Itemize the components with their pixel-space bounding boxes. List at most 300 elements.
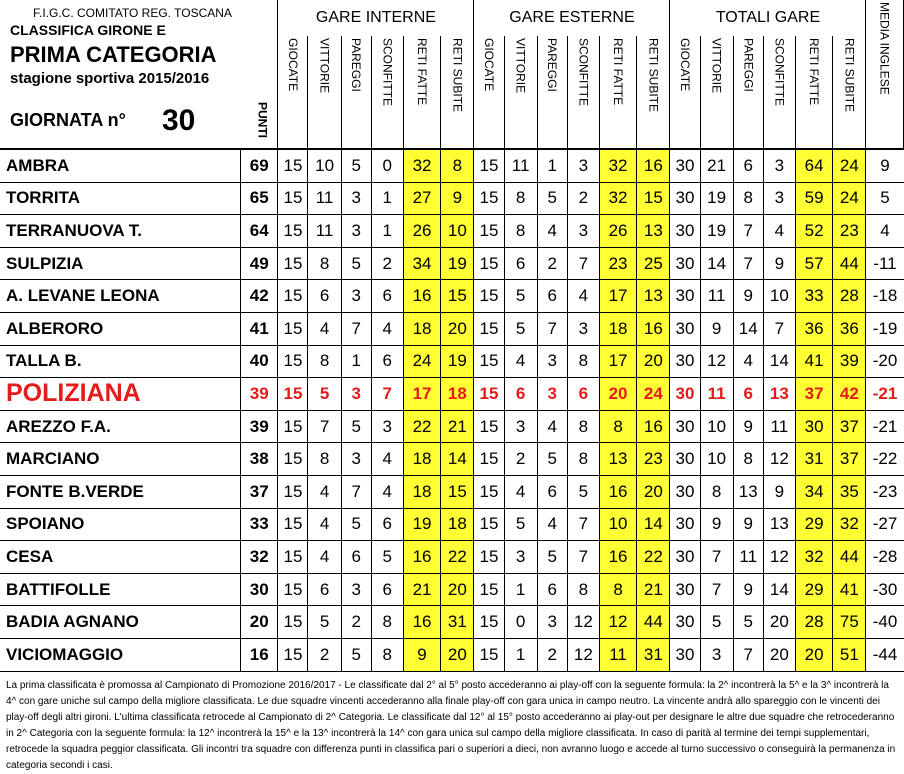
stat-cell: 7: [371, 378, 403, 411]
media-cell: -18: [866, 280, 904, 313]
team-name: TORRITA: [0, 182, 241, 215]
stat-cell: 52: [795, 215, 832, 248]
stat-cell: 30: [670, 573, 700, 606]
points-cell: 64: [241, 215, 278, 248]
stat-cell: 4: [308, 541, 341, 574]
table-row: [0, 410, 904, 443]
stat-cell: 15: [474, 247, 504, 280]
stat-cell: 3: [341, 443, 371, 476]
stat-cell: 7: [308, 410, 341, 443]
stat-cell: 6: [341, 541, 371, 574]
stat-cell: 11: [308, 215, 341, 248]
stat-cell: 8: [567, 573, 599, 606]
stat-cell: 15: [278, 149, 308, 182]
stat-cell: 16: [637, 149, 670, 182]
stat-cell: 64: [795, 149, 832, 182]
stat-cell: 41: [795, 345, 832, 378]
stat-cell: 9: [733, 573, 763, 606]
stat-cell: 32: [833, 508, 866, 541]
points-cell: 40: [241, 345, 278, 378]
table-row: [0, 378, 904, 411]
stat-cell: 8: [371, 606, 403, 639]
table-row: [0, 573, 904, 606]
stat-cell: 18: [403, 312, 440, 345]
stat-cell: 36: [795, 312, 832, 345]
stat-cell: 4: [763, 215, 795, 248]
media-cell: -28: [866, 541, 904, 574]
team-name: SPOIANO: [0, 508, 241, 541]
points-cell: 32: [241, 541, 278, 574]
stat-cell: 44: [833, 247, 866, 280]
stat-cell: 7: [763, 312, 795, 345]
stat-cell: 2: [504, 443, 537, 476]
stat-cell: 15: [474, 508, 504, 541]
total-subheader: SCONFITTE: [763, 36, 795, 149]
table-row: [0, 606, 904, 639]
points-cell: 41: [241, 312, 278, 345]
stat-cell: 11: [599, 638, 636, 671]
stat-cell: 7: [733, 247, 763, 280]
stat-cell: 26: [599, 215, 636, 248]
stat-cell: 3: [567, 149, 599, 182]
stat-cell: 22: [403, 410, 440, 443]
stat-cell: 30: [670, 410, 700, 443]
stat-cell: 5: [341, 247, 371, 280]
stat-cell: 8: [567, 410, 599, 443]
stat-cell: 4: [567, 280, 599, 313]
stat-cell: 15: [278, 378, 308, 411]
table-row: [0, 443, 904, 476]
home-subheader: GIOCATE: [278, 36, 308, 149]
stat-cell: 0: [504, 606, 537, 639]
stat-cell: 5: [341, 149, 371, 182]
stat-cell: 5: [537, 182, 567, 215]
stat-cell: 13: [599, 443, 636, 476]
table-row: [0, 149, 904, 182]
stat-cell: 1: [504, 638, 537, 671]
stat-cell: 8: [504, 215, 537, 248]
stat-cell: 9: [733, 280, 763, 313]
stat-cell: 31: [795, 443, 832, 476]
stat-cell: 8: [308, 247, 341, 280]
stat-cell: 28: [833, 280, 866, 313]
stat-cell: 6: [537, 475, 567, 508]
stat-cell: 5: [308, 378, 341, 411]
stat-cell: 15: [474, 606, 504, 639]
stat-cell: 5: [341, 638, 371, 671]
stat-cell: 16: [403, 280, 440, 313]
stat-cell: 51: [833, 638, 866, 671]
home-group-header: GARE INTERNE: [278, 0, 474, 36]
stat-cell: 18: [403, 475, 440, 508]
stat-cell: 12: [763, 541, 795, 574]
stat-cell: 6: [371, 345, 403, 378]
stat-cell: 24: [403, 345, 440, 378]
stat-cell: 3: [567, 215, 599, 248]
stat-cell: 19: [700, 215, 733, 248]
stat-cell: 12: [567, 606, 599, 639]
stat-cell: 30: [670, 280, 700, 313]
stat-cell: 3: [341, 378, 371, 411]
stat-cell: 11: [700, 378, 733, 411]
stat-cell: 3: [537, 378, 567, 411]
stat-cell: 44: [833, 541, 866, 574]
stat-cell: 7: [537, 312, 567, 345]
media-cell: 5: [866, 182, 904, 215]
stat-cell: 5: [700, 606, 733, 639]
table-row: [0, 508, 904, 541]
stat-cell: 20: [795, 638, 832, 671]
points-cell: 30: [241, 573, 278, 606]
stat-cell: 3: [341, 280, 371, 313]
stat-cell: 19: [441, 345, 474, 378]
media-cell: 4: [866, 215, 904, 248]
total-subheader: RETI SUBITE: [833, 36, 866, 149]
stat-cell: 11: [763, 410, 795, 443]
stat-cell: 32: [599, 149, 636, 182]
stat-cell: 11: [700, 280, 733, 313]
stat-cell: 2: [537, 247, 567, 280]
media-cell: -20: [866, 345, 904, 378]
stat-cell: 15: [278, 247, 308, 280]
stat-cell: 13: [763, 378, 795, 411]
stat-cell: 5: [308, 606, 341, 639]
stat-cell: 1: [504, 573, 537, 606]
stat-cell: 15: [474, 573, 504, 606]
stat-cell: 15: [278, 410, 308, 443]
media-cell: -23: [866, 475, 904, 508]
stat-cell: 6: [537, 280, 567, 313]
stat-cell: 18: [599, 312, 636, 345]
media-cell: -40: [866, 606, 904, 639]
stat-cell: 44: [637, 606, 670, 639]
stat-cell: 4: [308, 475, 341, 508]
stat-cell: 32: [599, 182, 636, 215]
stat-cell: 32: [403, 149, 440, 182]
stat-cell: 15: [441, 475, 474, 508]
stat-cell: 20: [637, 345, 670, 378]
stat-cell: 1: [341, 345, 371, 378]
media-cell: -19: [866, 312, 904, 345]
away-subheader: VITTORIE: [504, 36, 537, 149]
team-name: AREZZO F.A.: [0, 410, 241, 443]
media-cell: -21: [866, 410, 904, 443]
stat-cell: 23: [833, 215, 866, 248]
stat-cell: 20: [763, 638, 795, 671]
stat-cell: 6: [537, 573, 567, 606]
stat-cell: 75: [833, 606, 866, 639]
stat-cell: 30: [670, 149, 700, 182]
stat-cell: 15: [474, 475, 504, 508]
home-subheader: RETI FATTE: [403, 36, 440, 149]
stat-cell: 9: [733, 410, 763, 443]
stat-cell: 1: [371, 182, 403, 215]
stat-cell: 37: [833, 410, 866, 443]
stat-cell: 12: [763, 443, 795, 476]
stat-cell: 10: [599, 508, 636, 541]
stat-cell: 6: [504, 247, 537, 280]
stat-cell: 3: [341, 215, 371, 248]
stat-cell: 4: [504, 475, 537, 508]
home-subheader: SCONFITTE: [371, 36, 403, 149]
stat-cell: 15: [474, 443, 504, 476]
media-cell: -21: [866, 378, 904, 411]
stat-cell: 9: [403, 638, 440, 671]
stat-cell: 15: [278, 182, 308, 215]
season-label: stagione sportiva 2015/2016: [10, 70, 210, 87]
stat-cell: 30: [670, 378, 700, 411]
category-title: PRIMA CATEGORIA: [10, 42, 217, 67]
stat-cell: 6: [504, 378, 537, 411]
stat-cell: 24: [833, 149, 866, 182]
stat-cell: 5: [537, 443, 567, 476]
stat-cell: 37: [833, 443, 866, 476]
points-cell: 33: [241, 508, 278, 541]
stat-cell: 6: [371, 280, 403, 313]
away-subheader: SCONFITTE: [567, 36, 599, 149]
stat-cell: 7: [567, 247, 599, 280]
stat-cell: 4: [371, 443, 403, 476]
round-label: GIORNATA n°: [10, 110, 126, 130]
stat-cell: 7: [700, 573, 733, 606]
stat-cell: 15: [474, 215, 504, 248]
points-cell: 39: [241, 410, 278, 443]
stat-cell: 15: [278, 508, 308, 541]
media-header: MEDIA INGLESE: [866, 0, 904, 149]
stat-cell: 14: [637, 508, 670, 541]
stat-cell: 9: [700, 312, 733, 345]
team-name: BATTIFOLLE: [0, 573, 241, 606]
stat-cell: 11: [733, 541, 763, 574]
stat-cell: 8: [308, 443, 341, 476]
table-row: [0, 312, 904, 345]
stat-cell: 16: [403, 541, 440, 574]
stat-cell: 4: [733, 345, 763, 378]
team-name: MARCIANO: [0, 443, 241, 476]
stat-cell: 33: [795, 280, 832, 313]
stat-cell: 15: [278, 475, 308, 508]
stat-cell: 4: [537, 508, 567, 541]
stat-cell: 36: [833, 312, 866, 345]
stat-cell: 5: [733, 606, 763, 639]
stat-cell: 18: [441, 508, 474, 541]
stat-cell: 30: [670, 182, 700, 215]
stat-cell: 20: [441, 573, 474, 606]
table-row: [0, 280, 904, 313]
stat-cell: 31: [441, 606, 474, 639]
team-name: TALLA B.: [0, 345, 241, 378]
points-cell: 37: [241, 475, 278, 508]
points-cell: 69: [241, 149, 278, 182]
stat-cell: 15: [278, 312, 308, 345]
stat-cell: 15: [441, 280, 474, 313]
stat-cell: 5: [504, 508, 537, 541]
stat-cell: 9: [763, 247, 795, 280]
stat-cell: 57: [795, 247, 832, 280]
table-row: [0, 247, 904, 280]
stat-cell: 15: [474, 182, 504, 215]
points-cell: 38: [241, 443, 278, 476]
stat-cell: 23: [599, 247, 636, 280]
stat-cell: 20: [441, 638, 474, 671]
team-name: BADIA AGNANO: [0, 606, 241, 639]
stat-cell: 41: [833, 573, 866, 606]
stat-cell: 8: [371, 638, 403, 671]
stat-cell: 3: [537, 606, 567, 639]
stat-cell: 15: [474, 345, 504, 378]
stat-cell: 3: [537, 345, 567, 378]
stat-cell: 31: [637, 638, 670, 671]
stat-cell: 21: [441, 410, 474, 443]
stat-cell: 24: [637, 378, 670, 411]
stat-cell: 27: [403, 182, 440, 215]
stat-cell: 30: [670, 508, 700, 541]
stat-cell: 30: [670, 312, 700, 345]
stat-cell: 14: [441, 443, 474, 476]
stat-cell: 10: [763, 280, 795, 313]
stat-cell: 30: [670, 638, 700, 671]
stat-cell: 2: [537, 638, 567, 671]
stat-cell: 13: [733, 475, 763, 508]
stat-cell: 17: [599, 345, 636, 378]
stat-cell: 7: [341, 312, 371, 345]
stat-cell: 3: [341, 182, 371, 215]
stat-cell: 5: [537, 541, 567, 574]
stat-cell: 15: [474, 378, 504, 411]
stat-cell: 15: [474, 410, 504, 443]
stat-cell: 37: [795, 378, 832, 411]
stat-cell: 8: [441, 149, 474, 182]
stat-cell: 9: [733, 508, 763, 541]
points-header: PUNTI: [255, 102, 270, 138]
away-subheader: RETI SUBITE: [637, 36, 670, 149]
stat-cell: 11: [504, 149, 537, 182]
stat-cell: 15: [637, 182, 670, 215]
stat-cell: 2: [308, 638, 341, 671]
stat-cell: 39: [833, 345, 866, 378]
stat-cell: 5: [371, 541, 403, 574]
stat-cell: 4: [308, 312, 341, 345]
stat-cell: 15: [278, 573, 308, 606]
total-subheader: PAREGGI: [733, 36, 763, 149]
stat-cell: 26: [403, 215, 440, 248]
total-subheader: VITTORIE: [700, 36, 733, 149]
stat-cell: 9: [441, 182, 474, 215]
stat-cell: 19: [403, 508, 440, 541]
stat-cell: 20: [763, 606, 795, 639]
stat-cell: 19: [700, 182, 733, 215]
title-block: [0, 0, 278, 149]
stat-cell: 6: [308, 280, 341, 313]
stat-cell: 4: [537, 410, 567, 443]
stat-cell: 34: [403, 247, 440, 280]
stat-cell: 6: [371, 508, 403, 541]
stat-cell: 4: [537, 215, 567, 248]
stat-cell: 20: [441, 312, 474, 345]
stat-cell: 18: [441, 378, 474, 411]
stat-cell: 15: [474, 149, 504, 182]
stat-cell: 6: [371, 573, 403, 606]
stat-cell: 20: [637, 475, 670, 508]
stat-cell: 3: [763, 149, 795, 182]
stat-cell: 6: [308, 573, 341, 606]
stat-cell: 21: [700, 149, 733, 182]
stat-cell: 7: [700, 541, 733, 574]
table-row: [0, 638, 904, 671]
stat-cell: 17: [403, 378, 440, 411]
round-number: 30: [162, 104, 196, 137]
table-row: [0, 215, 904, 248]
rules-notes: La prima classificata è promossa al Campionato di Promozione 2016/2017 - Le classificate dal 2° al 5° posto accederanno ai play-off con la seguente formula: la 2^ incontrerà la 5^ e la 3^ incontrerà la 4^ con gare uniche sul campo della migliore classificata. Le due squadre vincenti accederanno alla finale play-off con gara unica in campo neutro. La vincente andrà allo spareggio con le vincenti dei play-off degli altri gironi. L'ultima classificata retrocede al Campionato di 2^ Categoria. Le classificate dal 12° al 15° posto accederanno ai play-out per designare le altre due squadre che retrocederanno in 2^ Categoria con la seguente formula: la 12^ incontrerà la 15^ e la 13^ incontrerà la 14^ con gara unica sul campo della migliore classificata. In caso di parità al termine dei tempi supplementari, retrocede la squadra peggior classificata. Gli incontri tra squadre con differenza punti in classifica pari o superiori a dieci, non avranno luogo e accede al turno successivo o conseguirà la permanenza in categoria secondi i casi.: [6, 680, 896, 771]
points-cell: 42: [241, 280, 278, 313]
stat-cell: 13: [637, 215, 670, 248]
stat-cell: 11: [308, 182, 341, 215]
stat-cell: 15: [278, 443, 308, 476]
total-subheader: GIOCATE: [670, 36, 700, 149]
stat-cell: 1: [537, 149, 567, 182]
stat-cell: 7: [567, 508, 599, 541]
away-subheader: PAREGGI: [537, 36, 567, 149]
stat-cell: 30: [670, 215, 700, 248]
stat-cell: 3: [341, 573, 371, 606]
team-name: SULPIZIA: [0, 247, 241, 280]
stat-cell: 3: [504, 410, 537, 443]
team-name: AMBRA: [0, 149, 241, 182]
stat-cell: 2: [371, 247, 403, 280]
stat-cell: 5: [567, 475, 599, 508]
stat-cell: 1: [371, 215, 403, 248]
stat-cell: 16: [403, 606, 440, 639]
away-group-header: GARE ESTERNE: [474, 0, 670, 36]
stat-cell: 30: [670, 606, 700, 639]
stat-cell: 12: [599, 606, 636, 639]
stat-cell: 3: [700, 638, 733, 671]
points-cell: 39: [241, 378, 278, 411]
stat-cell: 10: [441, 215, 474, 248]
stat-cell: 2: [341, 606, 371, 639]
stat-cell: 30: [670, 443, 700, 476]
away-subheader: GIOCATE: [474, 36, 504, 149]
stat-cell: 5: [504, 312, 537, 345]
stat-cell: 17: [599, 280, 636, 313]
stat-cell: 29: [795, 573, 832, 606]
stat-cell: 4: [308, 508, 341, 541]
stat-cell: 3: [504, 541, 537, 574]
stat-cell: 2: [567, 182, 599, 215]
stat-cell: 6: [567, 378, 599, 411]
stat-cell: 16: [599, 475, 636, 508]
stat-cell: 30: [670, 345, 700, 378]
stat-cell: 29: [795, 508, 832, 541]
stat-cell: 4: [371, 475, 403, 508]
stat-cell: 5: [504, 280, 537, 313]
points-cell: 20: [241, 606, 278, 639]
stat-cell: 6: [733, 149, 763, 182]
stat-cell: 25: [637, 247, 670, 280]
stat-cell: 13: [637, 280, 670, 313]
stat-cell: 16: [637, 312, 670, 345]
stat-cell: 7: [733, 638, 763, 671]
stat-cell: 30: [670, 247, 700, 280]
stat-cell: 8: [599, 410, 636, 443]
points-cell: 16: [241, 638, 278, 671]
stat-cell: 15: [474, 312, 504, 345]
stat-cell: 14: [763, 345, 795, 378]
team-name: CESA: [0, 541, 241, 574]
total-subheader: RETI FATTE: [795, 36, 832, 149]
stat-cell: 21: [637, 573, 670, 606]
media-cell: -44: [866, 638, 904, 671]
